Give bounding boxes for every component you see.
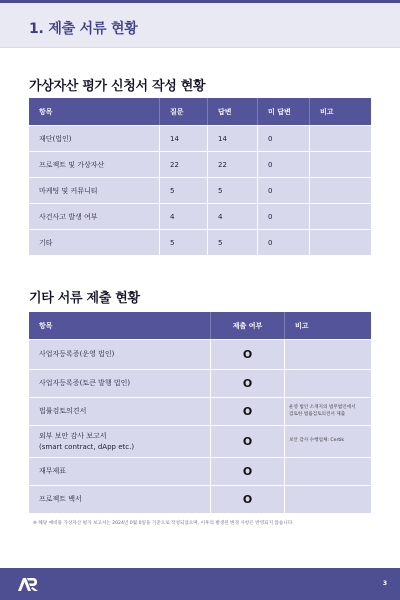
- column-header-item: 항목: [29, 312, 211, 339]
- table-header-row: [29, 312, 371, 339]
- cell-questions: 22: [160, 151, 208, 177]
- application-status-table: [29, 98, 371, 255]
- cell-questions: 5: [160, 229, 208, 255]
- cell-unanswered: 0: [258, 203, 310, 229]
- footnote: ※ 해당 예비용 가상자산 평가 보고서는 2024년 0월 0일을 기준으로 작성되었으며, 이후의 발생된 변경 사항은 반영되지 않습니다.: [33, 521, 294, 526]
- cell-remarks: [310, 125, 371, 151]
- footer-band: [0, 568, 400, 600]
- cell-unanswered: 0: [258, 229, 310, 255]
- top-accent-bar: [0, 0, 400, 3]
- table-header-row: [29, 98, 371, 125]
- cell-note: [285, 339, 371, 369]
- section-title-other-documents: 기타 서류 제출 현황: [29, 291, 140, 306]
- cell-submitted-mark: O: [211, 457, 285, 485]
- cell-document-name: [29, 425, 211, 457]
- cell-item: 기타: [29, 229, 160, 255]
- cell-submitted-mark: O: [211, 485, 285, 513]
- table-row: [29, 203, 371, 229]
- table-row: [29, 369, 371, 397]
- cell-submitted-mark: O: [211, 425, 285, 457]
- page-title: 1. 제출 서류 현황: [29, 21, 138, 37]
- note-line: 운영 법인 소재지의 법무법인에서: [289, 405, 356, 410]
- cell-questions: 4: [160, 203, 208, 229]
- table-row: [29, 151, 371, 177]
- cell-remarks: [310, 151, 371, 177]
- cell-unanswered: 0: [258, 177, 310, 203]
- column-header-answers: 답변: [208, 98, 258, 125]
- cell-document-name: 재무제표: [29, 457, 211, 485]
- cell-answers: 14: [208, 125, 258, 151]
- cell-submitted-mark: O: [211, 339, 285, 369]
- cell-document-name: 프로젝트 백서: [29, 485, 211, 513]
- table-row: [29, 125, 371, 151]
- cell-remarks: [310, 229, 371, 255]
- document-name-line: 외부 보안 감사 보고서: [39, 431, 107, 440]
- cell-document-name: 법률검토의견서: [29, 397, 211, 425]
- cell-unanswered: 0: [258, 151, 310, 177]
- table-row: [29, 177, 371, 203]
- cell-submitted-mark: O: [211, 397, 285, 425]
- cell-questions: 14: [160, 125, 208, 151]
- cell-item: 마케팅 및 커뮤니티: [29, 177, 160, 203]
- document-name-line: (smart contract, dApp etc.): [39, 442, 135, 451]
- table-row: [29, 339, 371, 369]
- cell-remarks: [310, 177, 371, 203]
- cell-answers: 5: [208, 229, 258, 255]
- cell-questions: 5: [160, 177, 208, 203]
- cell-answers: 5: [208, 177, 258, 203]
- cell-remarks: [310, 203, 371, 229]
- section-title-application: 가상자산 평가 신청서 작성 현황: [29, 79, 206, 94]
- column-header-item: 항목: [29, 98, 160, 125]
- cell-note: 보안 감사 수행업체: Certik: [285, 425, 371, 457]
- column-header-submitted: 제출 여부: [211, 312, 285, 339]
- cell-item: 사건사고 발생 여부: [29, 203, 160, 229]
- cell-document-name: 사업자등록증(운영 법인): [29, 339, 211, 369]
- column-header-questions: 질문: [160, 98, 208, 125]
- cell-item: 프로젝트 및 가상자산: [29, 151, 160, 177]
- table-row: [29, 457, 371, 485]
- cell-note: [285, 485, 371, 513]
- cell-answers: 22: [208, 151, 258, 177]
- cell-submitted-mark: O: [211, 369, 285, 397]
- logo-icon: [17, 576, 39, 592]
- page-number: 3: [382, 580, 387, 587]
- cell-answers: 4: [208, 203, 258, 229]
- note-line: 검토한 법률검토의견서 제출: [289, 411, 346, 417]
- column-header-unanswered: 미 답변: [258, 98, 310, 125]
- cell-item: 재단(법인): [29, 125, 160, 151]
- cell-note: [285, 397, 371, 425]
- column-header-remarks: 비고: [310, 98, 371, 125]
- cell-note: [285, 457, 371, 485]
- documents-status-table: [29, 312, 371, 513]
- table-row: [29, 425, 371, 457]
- table-row: [29, 397, 371, 425]
- cell-unanswered: 0: [258, 125, 310, 151]
- table-row: [29, 229, 371, 255]
- cell-document-name: 사업자등록증(토큰 발행 법인): [29, 369, 211, 397]
- table-row: [29, 485, 371, 513]
- column-header-remarks: 비고: [285, 312, 371, 339]
- cell-note: [285, 369, 371, 397]
